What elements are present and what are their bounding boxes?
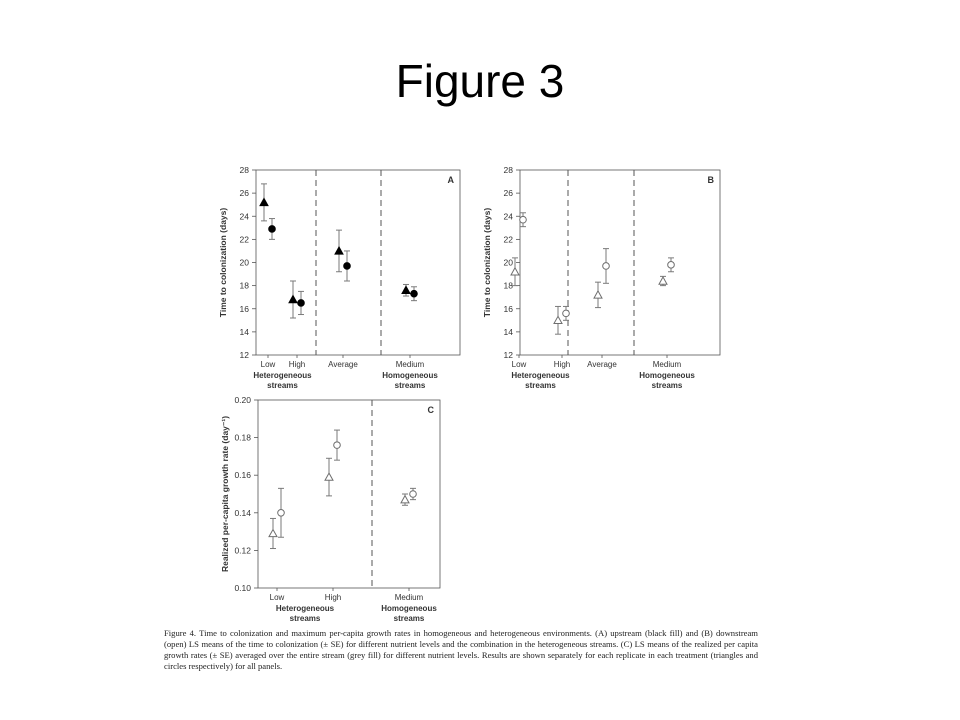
panel-b-panel-label: B: [707, 175, 714, 185]
panel-b-y-tick-label: 26: [503, 188, 513, 199]
panel-c-y-tick-label: 0.18: [234, 432, 251, 443]
panel-a-y-tick-label: 24: [239, 211, 249, 222]
panel-a-group-label: streams: [394, 381, 426, 390]
panel-b-group-label: Homogeneous: [639, 371, 695, 380]
panel-a-group-label: streams: [267, 381, 298, 390]
panel-b-y-tick-label: 22: [503, 234, 513, 245]
panel-b-group-label: streams: [525, 381, 556, 390]
panel-b-circle-marker: [563, 310, 570, 317]
panel-b-x-tick-label: Medium: [652, 360, 682, 369]
panel-b-y-tick-label: 16: [503, 303, 513, 314]
panel-c-y-tick-label: 0.16: [234, 470, 251, 481]
panel-a-triangle-marker: [289, 296, 297, 303]
panel-b-x-tick-label: Average: [587, 360, 617, 369]
panel-c-y-tick-label: 0.10: [234, 583, 251, 593]
figure-caption: Figure 4. Time to colonization and maximum per-capita growth rates in homogeneous and heterogeneous environments. (A) upstream (black fill) and (B) downstream (open) LS means of the time to colonization (± SE) for different nutrient levels and the combination in the heterogeneous streams. (C) LS means of the realized per capita growth rates (± SE) averaged over the entire stream (grey fill) for different nutrient levels. Results are shown separately for each replicate in each treatment (triangles and circles respectively) for all panels.: [164, 628, 758, 671]
panel-c-circle-marker: [278, 510, 285, 517]
panel-b-group-label: Heterogeneous: [511, 371, 570, 380]
panel-c-group-label: streams: [393, 614, 425, 623]
panel-c-y-tick-label: 0.12: [234, 545, 251, 556]
panel-a-x-tick-label: Low: [260, 360, 276, 369]
panel-a-triangle-marker: [260, 198, 268, 205]
panel-b-plot-frame: [520, 170, 720, 355]
panel-a-panel-label: A: [447, 175, 454, 185]
figure-image: [160, 160, 761, 680]
panel-b-triangle-marker: [594, 291, 602, 298]
panel-c-circle-marker: [410, 491, 417, 498]
panel-b-y-tick-label: 18: [503, 280, 513, 291]
panel-c-triangle-marker: [401, 496, 409, 503]
figure-svg: [160, 160, 761, 680]
panel-b-group-label: streams: [651, 381, 683, 390]
panel-c-x-tick-label: Low: [269, 593, 285, 602]
panel-a-y-tick-label: 22: [239, 234, 249, 245]
panel-a-plot-frame: [256, 170, 460, 355]
panel-a-group-label: Homogeneous: [382, 371, 438, 380]
panel-a-y-tick-label: 18: [239, 280, 249, 291]
panel-a-circle-marker: [411, 290, 418, 297]
panel-b-circle-marker: [603, 263, 610, 270]
panel-a-triangle-marker: [402, 286, 410, 293]
panel-a-y-tick-label: 14: [239, 326, 249, 337]
panel-b-y-tick-label: 24: [503, 211, 513, 222]
panel-a-circle-marker: [269, 226, 276, 233]
panel-a-y-tick-label: 28: [239, 165, 249, 175]
panel-a-y-tick-label: 16: [239, 303, 249, 314]
panel-c-group-label: Heterogeneous: [275, 604, 335, 613]
panel-b-y-tick-label: 14: [503, 326, 513, 337]
panel-c-triangle-marker: [269, 529, 277, 536]
panel-b-x-tick-label: High: [553, 360, 571, 369]
panel-a-group-label: Heterogeneous: [253, 371, 312, 380]
panel-b-triangle-marker: [511, 268, 519, 275]
panel-c-panel-label: C: [427, 405, 434, 415]
panel-b-triangle-marker: [554, 316, 562, 323]
panel-a-y-axis-label: Time to colonization (days): [218, 207, 228, 318]
panel-b-y-tick-label: 20: [503, 257, 513, 268]
panel-b-circle-marker: [668, 262, 675, 269]
panel-a-circle-marker: [344, 263, 351, 270]
panel-c-y-tick-label: 0.20: [234, 395, 251, 405]
panel-a-y-tick-label: 26: [239, 188, 249, 199]
panel-a-y-tick-label: 20: [239, 257, 249, 268]
panel-b-circle-marker: [520, 216, 527, 223]
panel-b-triangle-marker: [659, 277, 667, 284]
panel-a-y-tick-label: 12: [239, 350, 249, 360]
panel-c-y-axis-label: Realized per-capita growth rate (day⁻¹): [220, 415, 230, 573]
panel-b-y-tick-label: 28: [503, 165, 513, 175]
panel-b-y-axis-label: Time to colonization (days): [482, 207, 492, 318]
panel-b-x-tick-label: Low: [511, 360, 527, 369]
panel-a-x-tick-label: Average: [328, 360, 358, 369]
panel-c-circle-marker: [334, 442, 341, 449]
slide-title: Figure 3: [395, 55, 565, 107]
panel-c-y-tick-label: 0.14: [234, 507, 251, 518]
panel-a-circle-marker: [298, 300, 305, 307]
panel-a-x-tick-label: Medium: [395, 360, 425, 369]
panel-b-y-tick-label: 12: [503, 350, 513, 360]
panel-a-triangle-marker: [335, 247, 343, 254]
panel-c-x-tick-label: Medium: [394, 593, 424, 602]
panel-a-x-tick-label: High: [288, 360, 306, 369]
panel-c-group-label: streams: [289, 614, 321, 623]
panel-c-group-label: Homogeneous: [381, 604, 437, 613]
panel-c-x-tick-label: High: [324, 593, 342, 602]
panel-c-triangle-marker: [325, 473, 333, 480]
